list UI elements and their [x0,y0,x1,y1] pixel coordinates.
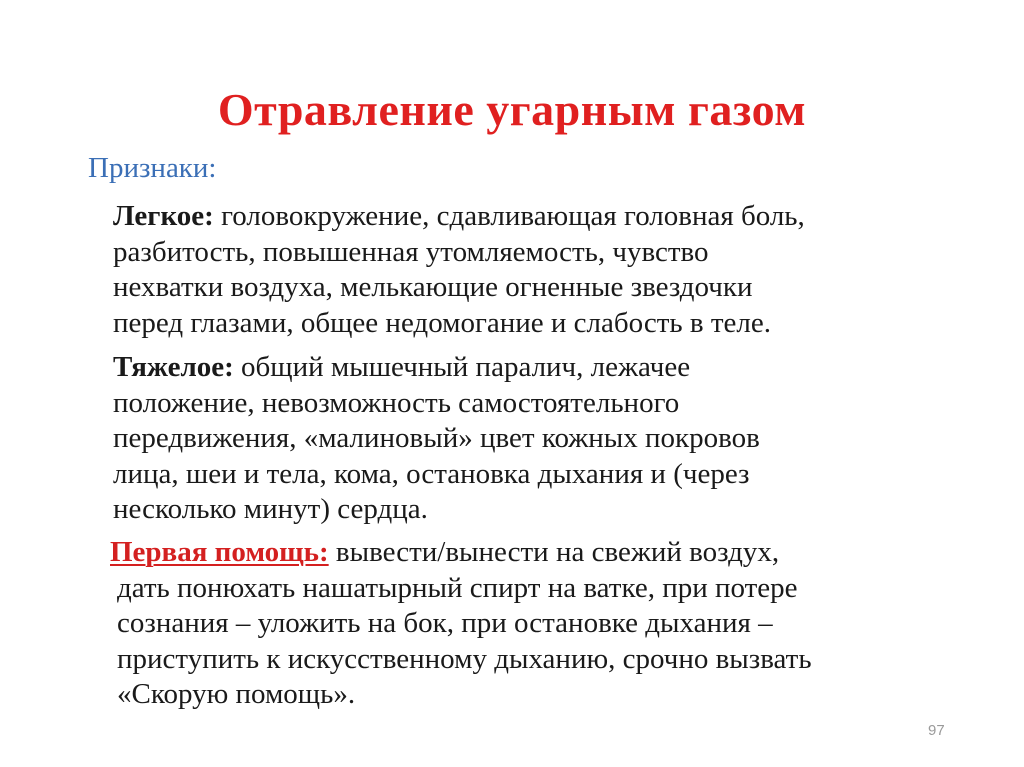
mild-text-line: разбитость, повышенная утомляемость, чувство [113,235,709,268]
severe-text-line: несколько минут) сердца. [113,493,428,525]
severe-text-line: положение, невозможность самостоятельного [113,386,680,419]
first-aid-text-line: приступить к искусственному дыханию, срочно вызвать [117,642,812,675]
slide-title: Отравление угарным газом [217,84,807,135]
first-aid-paragraph [110,535,970,713]
first-aid-text-line: сознания – уложить на бок, при остановке дыхания – [117,607,773,639]
first-aid-text-line: «Скорую помощь». [117,678,356,710]
page-number: 97 [928,722,945,739]
first-aid-text-line: вывести/вынести на свежий воздух, [328,536,780,568]
severe-label: Тяжелое: [113,351,234,383]
mild-poisoning-paragraph [113,199,973,341]
severe-text-line: лица, шеи и тела, кома, остановка дыхания и (через [113,457,750,490]
severe-poisoning-paragraph [113,350,973,528]
severe-text-line: передвижения, «малиновый» цвет кожных покровов [113,422,760,454]
mild-text-line: головокружение, сдавливающая головная боль, [213,200,805,232]
mild-label: Легкое: [113,200,214,232]
first-aid-text-line: дать понюхать нашатырный спирт на ватке, при потере [117,571,798,604]
mild-text-line: перед глазами, общее недомогание и слабость в теле. [113,306,771,339]
mild-text-line: нехватки воздуха, мелькающие огненные звездочки [113,271,753,303]
first-aid-label: Первая помощь: [110,536,329,568]
severe-text-line: общий мышечный паралич, лежачее [233,351,691,383]
signs-subtitle: Признаки: [88,152,217,184]
